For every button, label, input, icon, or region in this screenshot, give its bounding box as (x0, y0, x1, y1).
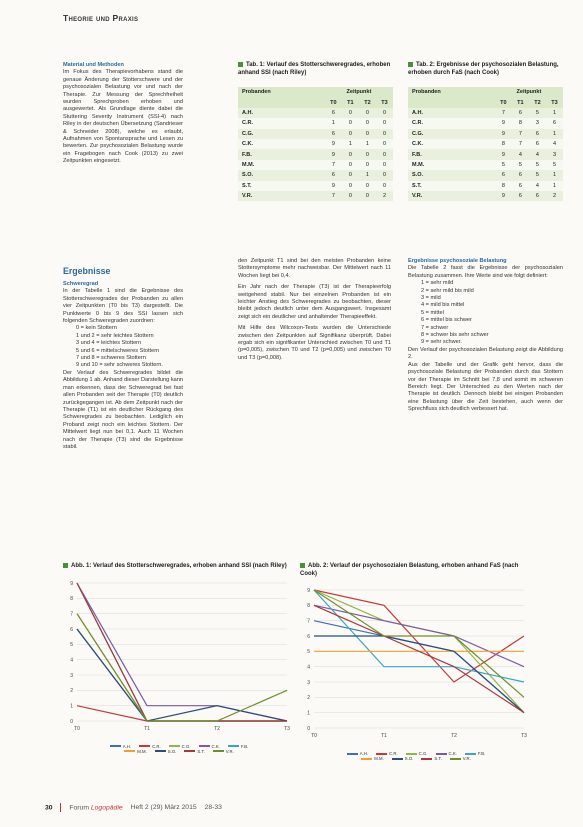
scale-item: 7 = schwer (421, 324, 449, 331)
table-cell: 5 (529, 160, 546, 170)
square-marker-icon (300, 563, 305, 568)
table-cell: 5 (529, 108, 546, 118)
table-row (408, 139, 563, 149)
table-row (238, 160, 393, 170)
square-marker-icon (408, 62, 413, 67)
table-cell: 6 (325, 108, 342, 118)
legend-swatch (139, 745, 150, 747)
severity-scale (63, 325, 183, 369)
col3-text-3: Aus der Tabelle und der Grafik geht hervor, dass die psychosoziale Belastung der Probanden durch das Stottern vor der Therapie im Schnitt bei 7,8 und somit im schweren Bereich liegt. Der Unterschied zu den Werten nach der Therapie ist deutlich. Dennoch bleibt bei einigen Probanden eine Belastung über die Zeit bestehen, auch wenn der Sprechfluss sich deutlich verbessert hat. (408, 361, 563, 413)
table-row (408, 170, 563, 180)
psych-heading: Ergebnisse psychosoziale Belastung (408, 258, 507, 264)
table-row (238, 149, 393, 159)
table-row (408, 118, 563, 128)
col2-text-2: Ein Jahr nach der Therapie (T3) ist der Therapieerfolg weitgehend stabil. Nur bei einzelnen Probanden ist ein leichter Anstieg des Schweregrades zu beobachten, dieser bleibt jedoch deutlich unter dem Ausgangswert. Insgesamt zeigt sich ein deutlicher und anhaltender Therapieeffekt. (238, 284, 391, 320)
x-tick-label: T1 (381, 733, 387, 740)
table-cell: 9 (495, 118, 512, 128)
legend-swatch (169, 745, 180, 747)
table-column-header: T2 (359, 97, 376, 107)
table-column-header: T1 (512, 97, 529, 107)
table-column-header: T0 (325, 97, 342, 107)
table-cell: 3 (546, 149, 563, 159)
legend-swatch (184, 750, 195, 752)
table-cell: 0 (359, 129, 376, 139)
table-cell: 6 (529, 129, 546, 139)
table-cell: 5 (495, 160, 512, 170)
legend-swatch (110, 745, 121, 747)
table-cell: A.H. (238, 108, 325, 118)
table-cell: 5 (512, 160, 529, 170)
legend-swatch (228, 745, 239, 747)
series-line (77, 583, 287, 721)
y-tick-label: 8 (307, 603, 310, 610)
table-cell: 1 (359, 170, 376, 180)
table-cell: 9 (495, 149, 512, 159)
table-cell: S.O. (238, 170, 325, 180)
col2-text-3: Mit Hilfe des Wilcoxon-Tests wurden die Unterschiede zwischen den Zeitpunkten auf Signifikanz überprüft. Dabei ergab sich ein signifikanter Unterschied zwischen T0 und T1 (p=0,005), zwischen T0 und T2 (p=0,005) und zwischen T0 und T3 (p=0,008). (238, 325, 391, 361)
table-cell: 4 (512, 149, 529, 159)
table-cell: 0 (342, 160, 359, 170)
series-line (77, 613, 287, 720)
table-cell: 0 (376, 149, 393, 159)
table-row (238, 108, 393, 118)
square-marker-icon (63, 563, 68, 568)
table-cell: C.G. (408, 129, 495, 139)
table-cell: 1 (546, 108, 563, 118)
legend-swatch (376, 753, 387, 755)
figure-2-caption: Abb. 2: Verlauf der psychosozialen Belastung, erhoben anhand FaS (nach Cook) (300, 563, 519, 577)
table-cell: C.G. (238, 129, 325, 139)
table-row (408, 191, 563, 201)
table-cell: 3 (529, 118, 546, 128)
table-cell: 5 (529, 170, 546, 180)
table-header: Probanden (238, 87, 325, 97)
table-cell: 0 (342, 108, 359, 118)
y-tick-label: 3 (70, 672, 73, 679)
y-tick-label: 1 (70, 703, 73, 710)
table-cell: F.B. (238, 149, 325, 159)
table-row (238, 129, 393, 139)
x-tick-label: T3 (521, 733, 527, 740)
y-tick-label: 6 (307, 633, 310, 640)
table-cell: 2 (546, 191, 563, 201)
legend-label: M.M. (374, 756, 384, 762)
table-cell: C.K. (408, 139, 495, 149)
x-tick-label: T2 (451, 733, 457, 740)
table-2 (408, 87, 563, 201)
legend-item (124, 749, 147, 754)
series-line (77, 583, 287, 721)
y-tick-label: 5 (70, 641, 73, 648)
series-line (314, 636, 524, 713)
legend-swatch (392, 758, 403, 760)
table-cell: S.O. (408, 170, 495, 180)
legend-label: C.K. (211, 743, 220, 749)
legend-item (421, 756, 441, 761)
table-cell: 8 (495, 181, 512, 191)
table-cell: 6 (512, 181, 529, 191)
scale-item: 4 = mild bis mittel (421, 302, 465, 309)
issue-info: Heft 2 (29) März 2015 (130, 804, 197, 812)
psych-scale (408, 280, 563, 347)
table-cell: 0 (359, 191, 376, 201)
table-cell: 6 (546, 118, 563, 128)
table-cell: 5 (546, 160, 563, 170)
table-cell: 9 (495, 191, 512, 201)
legend-item (361, 756, 384, 761)
x-tick-label: T0 (74, 725, 80, 732)
page-number: 30 (45, 804, 53, 812)
figure-1-legend (63, 744, 295, 754)
figure-1-caption: Abb. 1: Verlauf des Stotterschweregrades, erhoben anhand SSI (nach Riley) (63, 563, 295, 571)
legend-item (184, 749, 204, 754)
legend-label: S.T. (197, 748, 205, 754)
table-cell: 0 (342, 170, 359, 180)
scale-item: 1 und 2 = sehr leichtes Stottern (76, 332, 154, 339)
table-cell: 9 (325, 181, 342, 191)
legend-label: S.O. (404, 756, 414, 762)
journal-name-accent: Logopädie (90, 804, 123, 812)
y-tick-label: 0 (307, 725, 310, 732)
col3-text-1: Die Tabelle 2 fasst die Ergebnisse der psychosozialen Belastung zusammen. Ihre Werte sind wie folgt definiert: (408, 265, 563, 279)
table-row (238, 191, 393, 201)
table-row (238, 170, 393, 180)
scale-item: 6 = mittel bis schwer (421, 317, 472, 324)
table-cell: 0 (376, 118, 393, 128)
table-cell: 0 (359, 118, 376, 128)
table-cell: 7 (512, 139, 529, 149)
table-cell: 0 (342, 191, 359, 201)
legend-label: S.T. (434, 756, 442, 762)
table-cell: M.M. (408, 160, 495, 170)
scale-item: 0 = kein Stottern (76, 325, 117, 332)
table-cell: 7 (325, 191, 342, 201)
y-tick-label: 6 (70, 626, 73, 633)
table-cell: 8 (512, 118, 529, 128)
page-range: 28-33 (204, 804, 222, 812)
y-tick-label: 9 (307, 587, 310, 594)
table-cell: 6 (495, 170, 512, 180)
table-cell: 0 (342, 129, 359, 139)
table-cell: 9 (495, 129, 512, 139)
table-cell: 1 (546, 129, 563, 139)
table-cell: 1 (546, 170, 563, 180)
methods-text: Im Fokus des Therapievorhabens stand die genaue Änderung der Stotterschwere und der psychosozialen Belastung vor und nach der Therapie. Zur Messung der Sprechfreiheit wurden Sprechproben erhoben und ausgewertet. Als Grundlage diente dabei die Stuttering Severity Instrument (SSI-4) nach Riley in der deutschen Übersetzung (Sandrieser & Schneider 2008), welche es erlaubt, Aufnahmen von Spontansprache und Lesen zu bewerten. Zur psychosozialen Belastung wurde ein Fragebogen nach Cook (2013) zu zwei Zeitpunkten eingesetzt. (63, 69, 183, 165)
table-column-header: T0 (495, 97, 512, 107)
x-tick-label: T1 (144, 725, 150, 732)
series-line (77, 583, 287, 721)
table-cell: 0 (376, 181, 393, 191)
table-row (408, 181, 563, 191)
methods-heading: Material und Methoden (63, 62, 124, 68)
legend-label: C.K. (448, 751, 457, 757)
table-cell: 4 (529, 181, 546, 191)
x-tick-label: T3 (284, 725, 290, 732)
y-tick-label: 2 (307, 695, 310, 702)
y-tick-label: 4 (307, 664, 310, 671)
table-cell: 2 (376, 191, 393, 201)
table-column-header: T2 (529, 97, 546, 107)
scale-item: 2 = sehr mild bis mild (421, 287, 474, 294)
y-tick-label: 7 (70, 611, 73, 618)
legend-swatch (347, 753, 358, 755)
table-row (408, 108, 563, 118)
table-cell: 6 (512, 191, 529, 201)
table-cell: 6 (512, 170, 529, 180)
results-heading: Ergebnisse (63, 266, 111, 276)
legend-label: S.O. (167, 748, 177, 754)
table-cell: 0 (359, 160, 376, 170)
table-row (238, 118, 393, 128)
legend-label: V.R. (462, 756, 471, 762)
table-cell: 0 (342, 118, 359, 128)
y-tick-label: 1 (307, 710, 310, 717)
table-cell: 9 (325, 139, 342, 149)
y-tick-label: 4 (70, 657, 73, 664)
table-cell: F.B. (408, 149, 495, 159)
y-tick-label: 3 (307, 679, 310, 686)
table-cell: S.T. (238, 181, 325, 191)
section-header: Theorie und Praxis (63, 13, 139, 23)
table-cell: C.R. (408, 118, 495, 128)
table-header: Zeitpunkt (325, 87, 393, 97)
table-1-caption: Tab. 1: Verlauf des Stotterschweregrades, erhoben anhand SSI (nach Riley) (238, 62, 391, 76)
square-marker-icon (238, 62, 243, 67)
scale-item: 9 = sehr schwer. (421, 339, 462, 346)
column-2 (238, 258, 391, 362)
table-cell: 0 (376, 160, 393, 170)
legend-label: C.G. (418, 751, 428, 757)
series-line (77, 613, 287, 720)
table-cell: V.R. (238, 191, 325, 201)
table-cell: 6 (529, 191, 546, 201)
journal-name: Forum (69, 804, 89, 812)
table-cell: 0 (376, 170, 393, 180)
table-column-header: T3 (546, 97, 563, 107)
table-cell: 1 (359, 139, 376, 149)
table-cell: V.R. (408, 191, 495, 201)
figure-2-legend (300, 751, 532, 761)
legend-label: A.H. (359, 751, 369, 757)
legend-swatch (361, 758, 372, 760)
table-row (408, 149, 563, 159)
table-column-header: T1 (342, 97, 359, 107)
legend-label: M.M. (137, 748, 147, 754)
table-cell: 0 (342, 181, 359, 191)
scale-item: 8 = schwer bis sehr schwer (421, 332, 489, 339)
table-cell: 0 (359, 181, 376, 191)
table-row (238, 181, 393, 191)
footer-divider (60, 803, 61, 812)
severity-text-2: Der Verlauf des Schweregrades bildet die Abbildung 1 ab. Anhand dieser Darstellung kann man erkennen, dass der Schweregrad bei fast allen Probanden seit der Therapie (T0) deutlich zurückgegangen ist. Ab dem Zeitpunkt nach der Therapie (T1) ist ein deutlicher Rückgang des Schweregrades zu beobachten. Lediglich ein Proband zeigt noch ein leichtes Stottern. Der Mittelwert liegt nun bei 0,1. Auch 11 Wochen nach der Therapie (T3) sind die Ergebnisse stabil. (63, 369, 183, 450)
table-cell: 0 (342, 149, 359, 159)
table-cell: 1 (325, 118, 342, 128)
series-line (314, 605, 524, 712)
legend-swatch (124, 750, 135, 752)
table-1 (238, 87, 393, 201)
x-tick-label: T0 (311, 733, 317, 740)
legend-item (392, 756, 414, 761)
legend-swatch (421, 758, 432, 760)
table-cell: 8 (495, 139, 512, 149)
scale-item: 3 = mild (421, 295, 441, 302)
results-block (63, 266, 183, 451)
table-cell: S.T. (408, 181, 495, 191)
page-footer (45, 803, 222, 812)
table-cell: A.H. (408, 108, 495, 118)
table-header: Zeitpunkt (495, 87, 563, 97)
y-tick-label: 8 (70, 595, 73, 602)
scale-item: 3 und 4 = leichtes Stottern (76, 340, 142, 347)
figure-1 (63, 563, 295, 754)
table-cell: 7 (512, 129, 529, 139)
legend-swatch (199, 745, 210, 747)
severity-text: In der Tabelle 1 sind die Ergebnisse des Stotterschweregrades der Probanden zu allen vier Zeitpunkten (T0 bis T3) dargestellt. Die Punktwerte 0 bis 9 des SSI lassen sich folgenden Schweregraden zuordnen: (63, 288, 183, 325)
y-tick-label: 5 (307, 649, 310, 656)
table-cell: 7 (325, 160, 342, 170)
table-row (238, 139, 393, 149)
table-cell: C.K. (238, 139, 325, 149)
table-2-caption: Tab. 2: Ergebnisse der psychosozialen Belastung, erhoben durch FaS (nach Cook) (408, 62, 559, 76)
table-cell: 0 (376, 139, 393, 149)
legend-swatch (450, 758, 461, 760)
legend-label: F.B. (240, 743, 249, 749)
figure-2-chart (300, 584, 532, 744)
legend-swatch (406, 753, 417, 755)
legend-item (155, 749, 177, 754)
table-cell: 6 (325, 170, 342, 180)
figure-1-chart (63, 577, 295, 737)
table-header: Probanden (408, 87, 495, 97)
table-column-header: T3 (376, 97, 393, 107)
legend-label: F.B. (477, 751, 486, 757)
table-1-block (238, 62, 393, 201)
legend-label: C.R. (389, 751, 398, 757)
scale-item: 9 und 10 = sehr schweres Stottern. (76, 362, 163, 369)
table-cell: 7 (495, 108, 512, 118)
y-tick-label: 9 (70, 580, 73, 587)
scale-item: 5 = mittel (421, 309, 444, 316)
scale-item: 7 und 8 = schweres Stottern (76, 355, 146, 362)
table-cell: 6 (325, 129, 342, 139)
legend-swatch (436, 753, 447, 755)
legend-label: V.R. (225, 748, 234, 754)
col3-text-2: Den Verlauf der psychosozialen Belastung zeigt die Abbildung 2. (408, 346, 563, 361)
table-cell: 1 (342, 139, 359, 149)
table-cell: 4 (529, 149, 546, 159)
legend-swatch (465, 753, 476, 755)
table-row (408, 160, 563, 170)
legend-label: C.G. (181, 743, 191, 749)
legend-item (450, 756, 471, 761)
legend-swatch (213, 750, 224, 752)
legend-item (213, 749, 234, 754)
table-row (408, 129, 563, 139)
table-cell: 6 (529, 139, 546, 149)
table-cell: 6 (512, 108, 529, 118)
legend-label: A.H. (122, 743, 132, 749)
column-3 (408, 258, 563, 414)
scale-item: 5 und 6 = mittelschweres Stottern (76, 347, 160, 354)
legend-label: C.R. (152, 743, 161, 749)
table-cell: 9 (325, 149, 342, 159)
table-2-block (408, 62, 563, 201)
col2-text-1: den Zeitpunkt T1 sind bei den meisten Probanden keine Stottersymptome mehr nachweisbar. Der Mittelwert nach 11 Wochen liegt bei 0,4. (238, 258, 391, 279)
table-cell: 0 (376, 129, 393, 139)
figure-2 (300, 563, 532, 761)
table-cell: 4 (546, 139, 563, 149)
y-tick-label: 2 (70, 687, 73, 694)
column-1-top (63, 62, 183, 166)
table-cell: C.R. (238, 118, 325, 128)
y-tick-label: 0 (70, 718, 73, 725)
table-cell: 0 (376, 108, 393, 118)
severity-block (63, 281, 183, 451)
y-tick-label: 7 (307, 618, 310, 625)
table-cell: 0 (359, 149, 376, 159)
table-cell: 1 (546, 181, 563, 191)
table-cell: M.M. (238, 160, 325, 170)
legend-swatch (155, 750, 166, 752)
table-cell: 0 (359, 108, 376, 118)
scale-item: 1 = sehr mild (421, 280, 454, 287)
severity-heading: Schweregrad (63, 281, 99, 287)
x-tick-label: T2 (214, 725, 220, 732)
